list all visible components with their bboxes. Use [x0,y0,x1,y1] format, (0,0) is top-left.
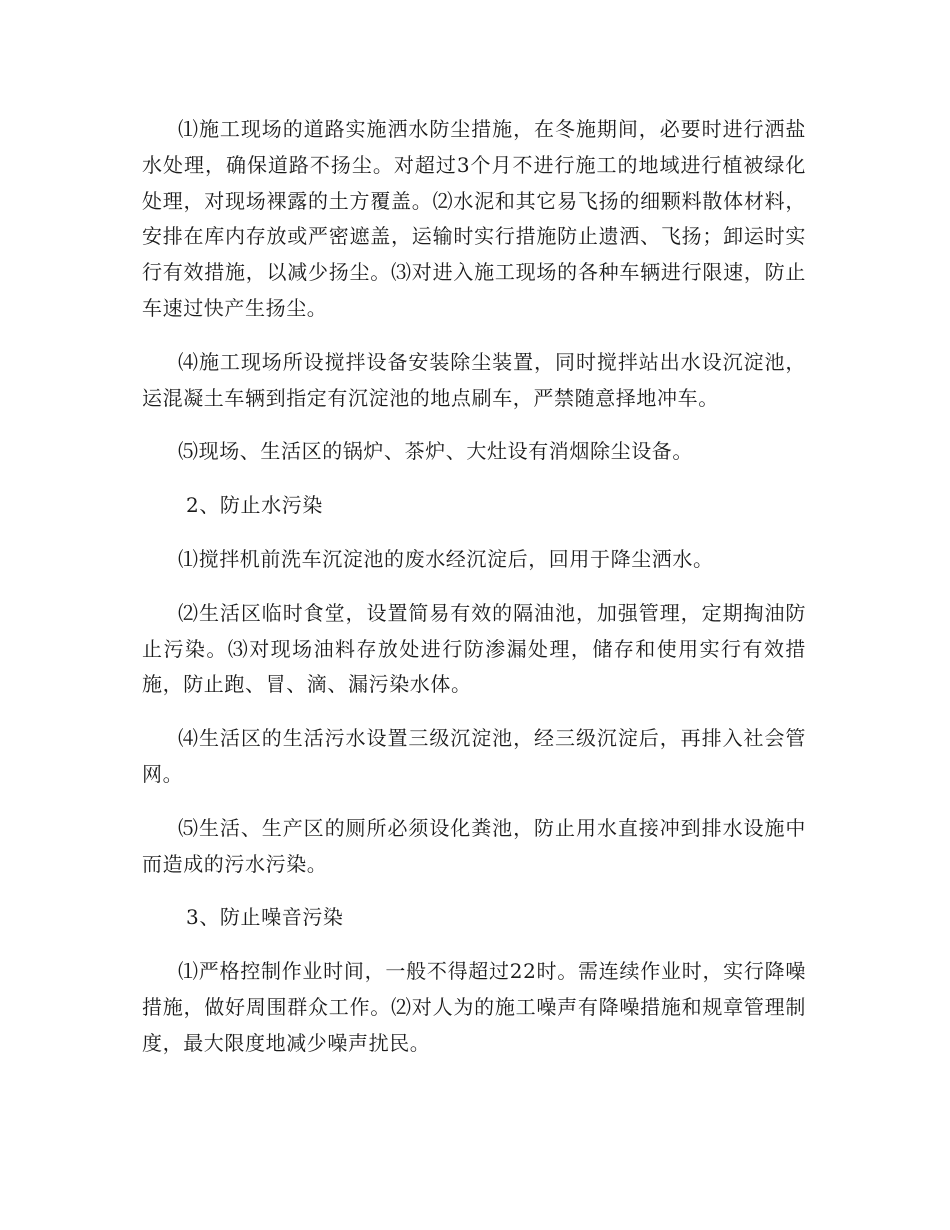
paragraph-boiler-smoke: ⑸现场、生活区的锅炉、茶炉、大灶设有消烟除尘设备。 [178,439,693,464]
section-heading-noise-pollution: 3、防止噪音污染 [186,905,344,930]
document-body [142,112,806,1080]
paragraph-mixing-dust-removal: ⑷施工现场所设搅拌设备安装除尘装置，同时搅拌站出水设沉淀池，运混凝土车辆到指定有沉淀池的地点刷车，严禁随意择地冲车。 [142,349,806,410]
paragraph-dust-control-roads: ⑴施工现场的道路实施洒水防尘措施，在冬施期间，必要时进行洒盐水处理，确保道路不扬尘。对超过3个月不进行施工的地域进行植被绿化处理，对现场裸露的土方覆盖。⑵水泥和其它易飞扬的细颗料散体材料，安排在库内存放或严密遮盖，运输时实行措施防止遗洒、飞扬；卸运时实行有效措施，以减少扬尘。⑶对进入施工现场的各种车辆进行限速，防止车速过快产生扬尘。 [142,117,806,320]
section-heading-water-pollution: 2、防止水污染 [186,493,323,518]
paragraph-septic-tank: ⑸生活、生产区的厕所必须设化粪池，防止用水直接冲到排水设施中而造成的污水污染。 [142,815,806,876]
paragraph-canteen-oil-trap: ⑵生活区临时食堂，设置简易有效的隔油池，加强管理，定期掏油防止污染。⑶对现场油料存放处进行防渗漏处理，储存和使用实行有效措施，防止跑、冒、滴、漏污染水体。 [142,600,806,697]
paragraph-sewage-sedimentation: ⑷生活区的生活污水设置三级沉淀池，经三级沉淀后，再排入社会管网。 [142,726,806,786]
paragraph-noise-control: ⑴严格控制作业时间，一般不得超过22时。需连续作业时，实行降噪措施，做好周围群众工作。⑵对人为的施工噪声有降噪措施和规章管理制度，最大限度地减少噪声扰民。 [142,959,806,1055]
paragraph-wastewater-reuse: ⑴搅拌机前洗车沉淀池的废水经沉淀后，回用于降尘洒水。 [178,546,714,571]
